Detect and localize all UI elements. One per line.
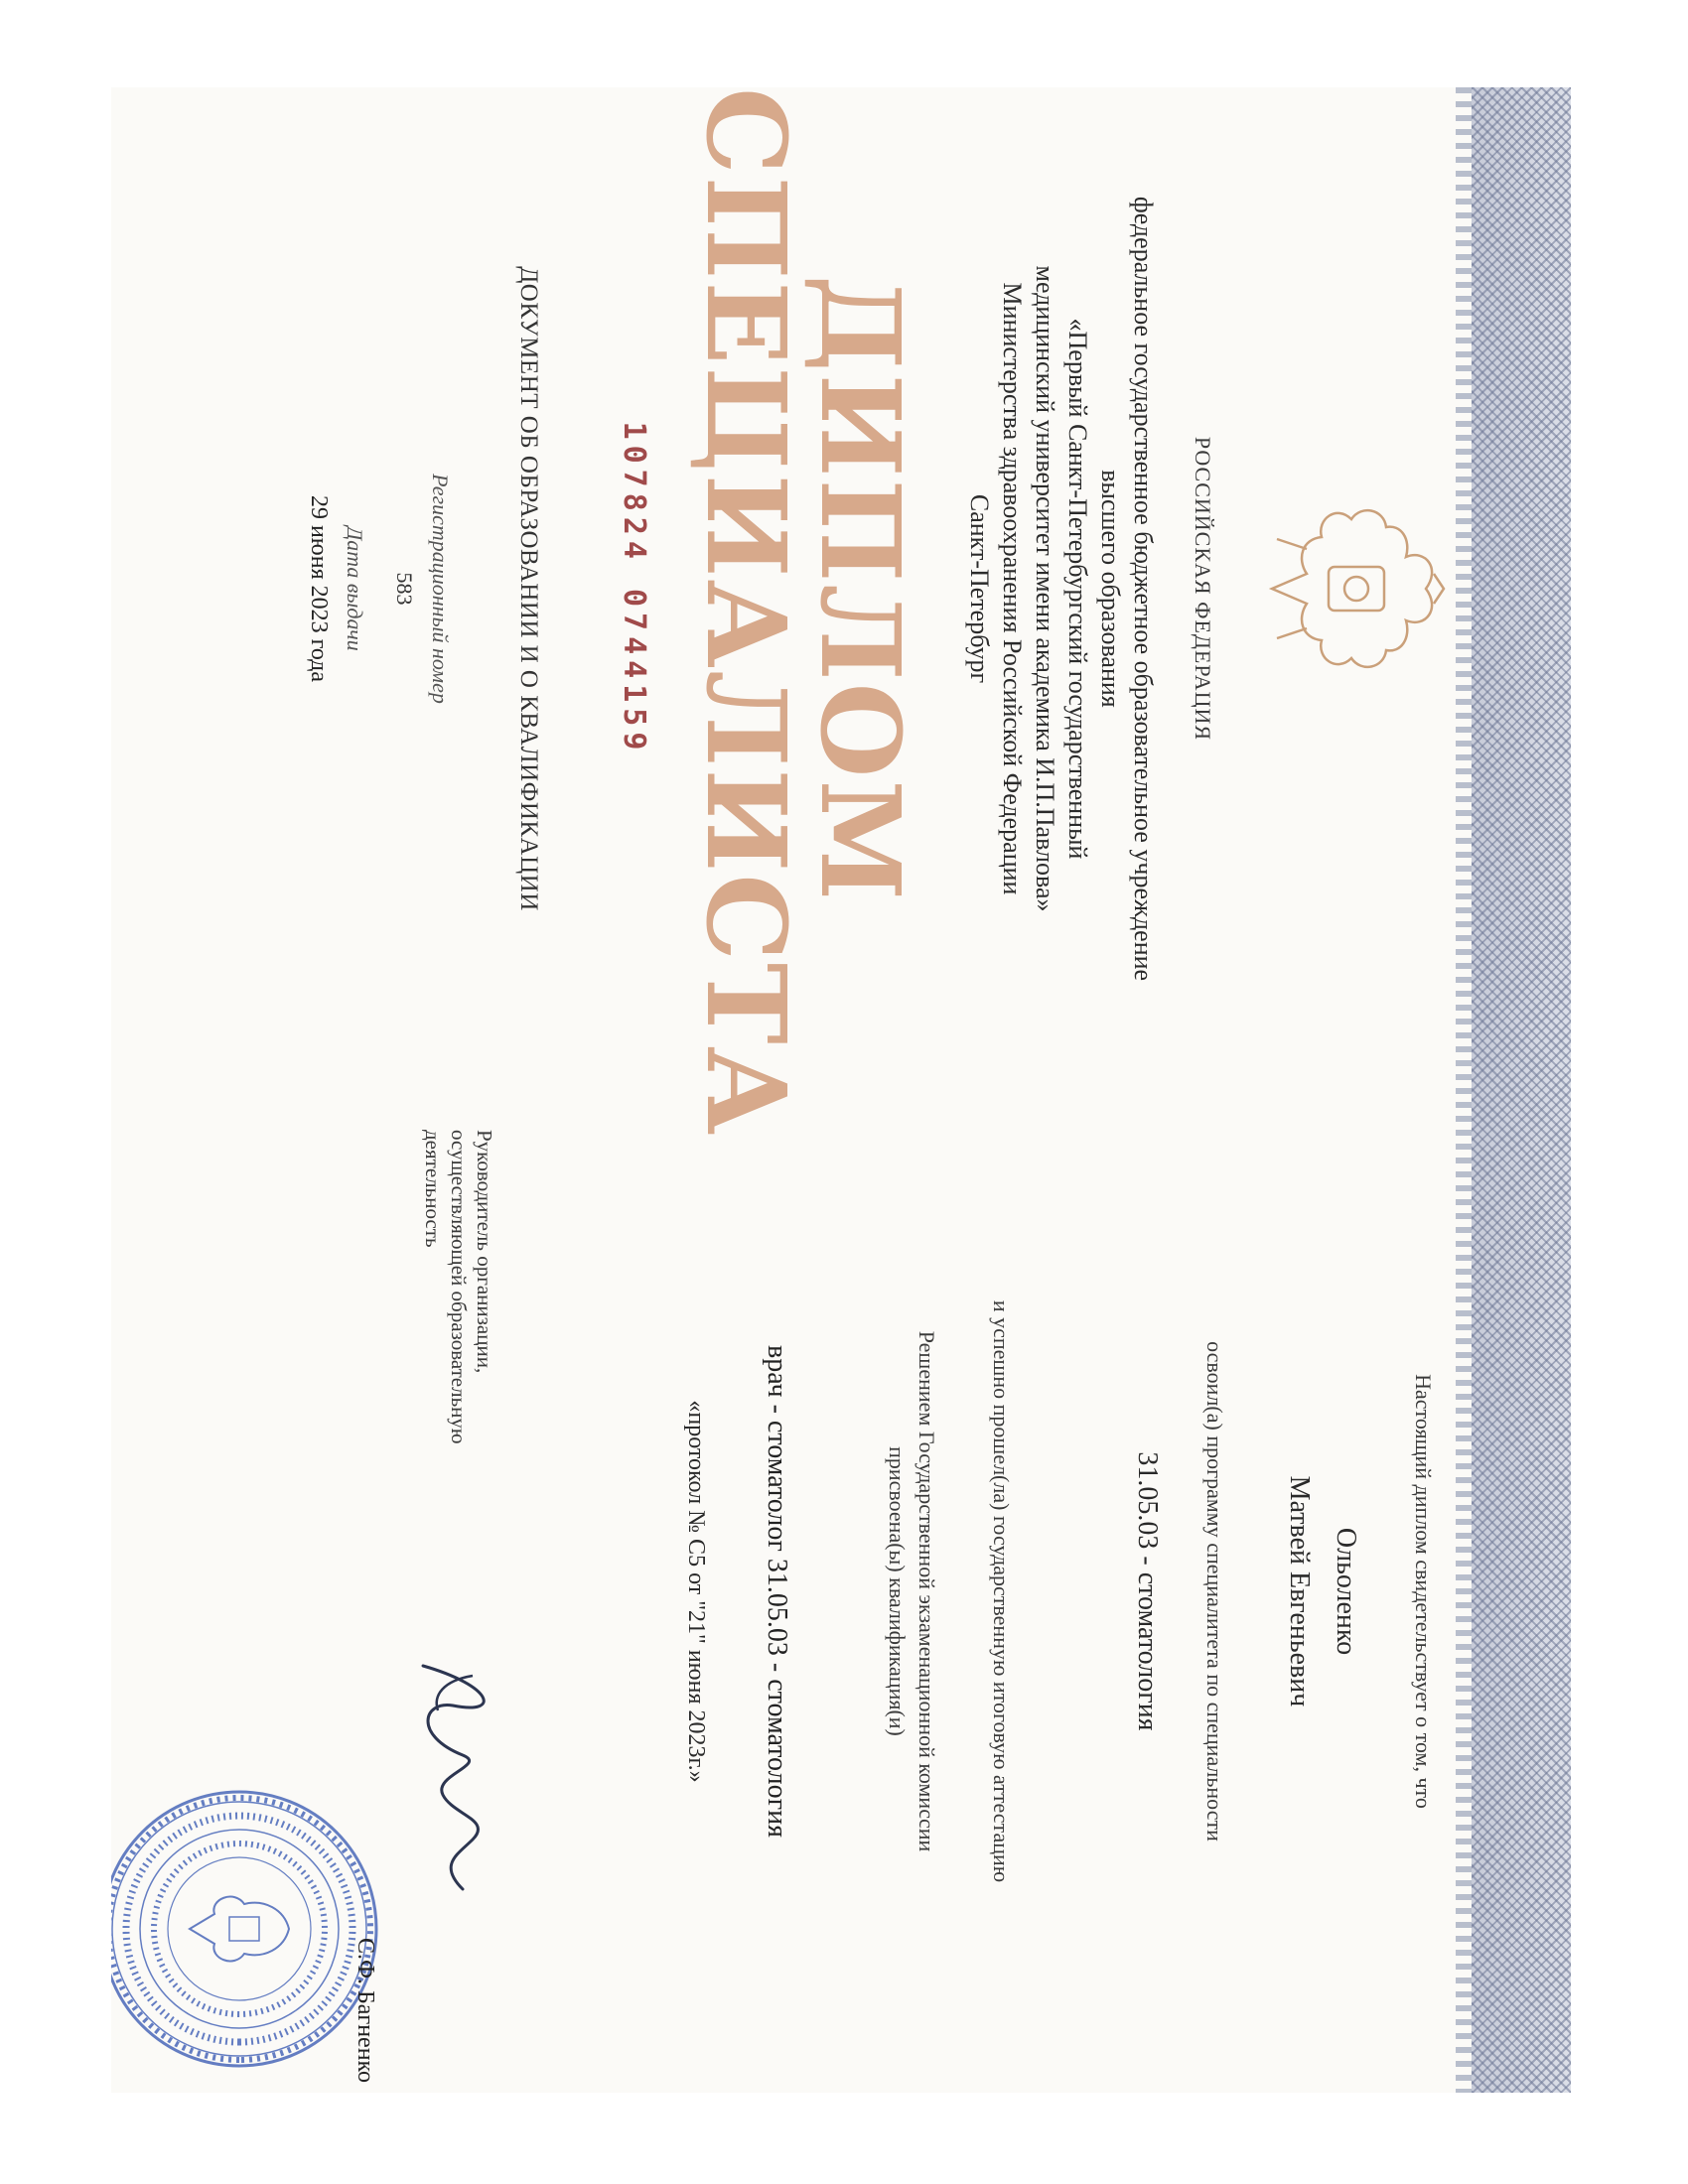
diploma-document xyxy=(111,87,1571,2093)
organization-line: высшего образования xyxy=(1096,470,1125,708)
signature-icon xyxy=(383,1646,532,1904)
serial-number: 107824 0744159 xyxy=(617,421,651,756)
decision-line: присвоена(ы) квалификация(и) xyxy=(885,1446,910,1736)
commission-decision xyxy=(882,1090,941,2093)
diploma-cover-page xyxy=(111,87,1456,1138)
organization-name xyxy=(963,127,1160,1050)
guilloche-border xyxy=(1472,87,1571,2093)
graduate-given-names: Матвей Евгеньевич xyxy=(1284,1475,1315,1707)
signer-name: С.Ф. Багненко xyxy=(352,1937,378,2083)
country-label: РОССИЙСКАЯ ФЕДЕРАЦИЯ xyxy=(1191,436,1215,742)
organization-line: «Первый Санкт-Петербургский государственный xyxy=(1063,318,1092,860)
intro-text: Настоящий диплом свидетельствует о том, что xyxy=(1411,1374,1436,1809)
issue-date: 29 июня 2023 года xyxy=(306,494,332,683)
document-type: ДОКУМЕНТ ОБ ОБРАЗОВАНИИ И О КВАЛИФИКАЦИИ xyxy=(515,266,542,911)
diploma-scan xyxy=(111,87,1571,2093)
registration-number: 583 xyxy=(392,572,417,606)
organization-line: медицинский университет имени академика И.П.Павлова» xyxy=(1031,265,1059,912)
organization-line: Санкт-Петербург xyxy=(965,493,994,684)
qualification: врач - стоматолог 31.05.03 - стоматология xyxy=(762,1344,792,1838)
attestation-text: и успешно прошел(ла) государственную итоговую аттестацию xyxy=(989,1299,1014,1883)
head-title-line: деятельность xyxy=(421,1130,445,1248)
head-title-line: Руководитель организации, xyxy=(473,1130,496,1374)
diploma-title-line1: ДИПЛОМ xyxy=(796,274,924,903)
diploma-content-page xyxy=(111,1090,1456,2093)
organization-line: Министерства здравоохранения Российской Федерации xyxy=(998,282,1027,895)
head-title-line: осуществляющей образовательную xyxy=(447,1130,471,1444)
organization-line: федеральное государственное бюджетное образовательное учреждение xyxy=(1129,196,1158,982)
coat-of-arms-icon xyxy=(1257,479,1446,698)
issue-date-label: Дата выдачи xyxy=(343,526,367,651)
decision-line: Решением Государственной экзаменационной комиссии xyxy=(914,1330,939,1852)
diploma-title-line2: СПЕЦИАЛИСТА xyxy=(682,87,810,1138)
registration-label: Регистрационный номер xyxy=(428,474,453,704)
specialty: 31.05.03 - стоматология xyxy=(1132,1451,1163,1731)
official-seal-icon xyxy=(111,1785,383,2073)
head-of-organization-title xyxy=(420,1130,497,1567)
protocol-reference: «протокол № С5 от "21" июня 2023г.» xyxy=(683,1400,709,1783)
graduate-surname: Ольоленко xyxy=(1331,1527,1361,1656)
guilloche-border-edge xyxy=(1456,87,1472,2093)
mastered-program-text: освоил(а) программу специалитета по специальности xyxy=(1202,1341,1227,1842)
